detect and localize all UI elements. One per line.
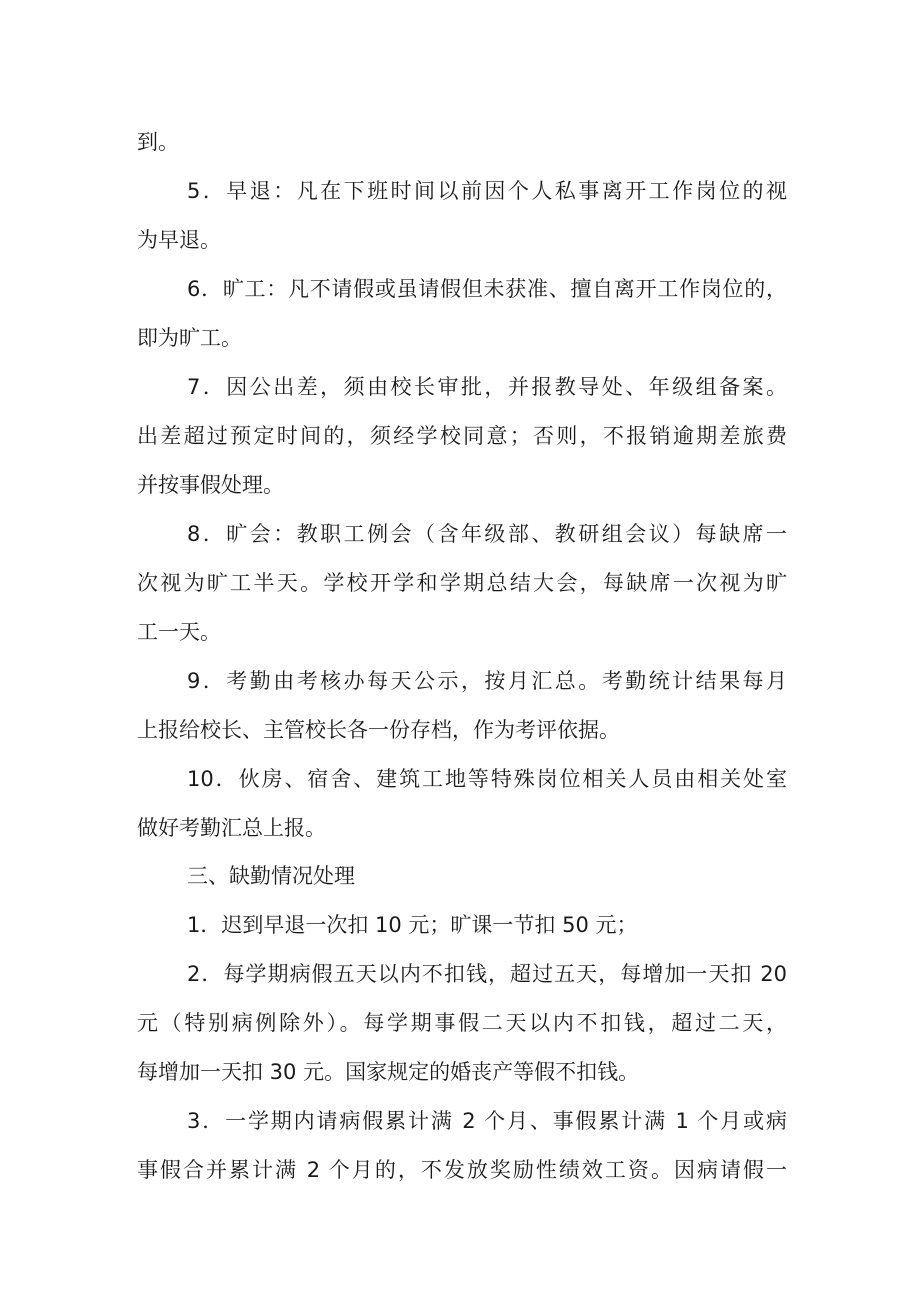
text-line: 事假合并累计满 2 个月的，不发放奖励性绩效工资。因病请假一 xyxy=(137,1158,787,1182)
text-line: 即为旷工。 xyxy=(137,326,242,350)
text-line: 到。 xyxy=(137,130,179,154)
text-line: 6．旷工：凡不请假或虽请假但未获准、擅自离开工作岗位的， xyxy=(187,277,787,301)
text-line: 2．每学期病假五天以内不扣钱，超过五天，每增加一天扣 20 xyxy=(187,962,787,986)
text-line: 1．迟到早退一次扣 10 元；旷课一节扣 50 元； xyxy=(187,913,638,937)
text-line: 9．考勤由考核办每天公示，按月汇总。考勤统计结果每月 xyxy=(187,669,787,693)
text-line: 工一天。 xyxy=(137,620,221,644)
text-line: 做好考勤汇总上报。 xyxy=(137,816,326,840)
text-line: 元（特别病例除外）。每学期事假二天以内不扣钱，超过二天， xyxy=(137,1011,787,1035)
text-line: 每增加一天扣 30 元。国家规定的婚丧产等假不扣钱。 xyxy=(137,1060,640,1084)
text-line: 上报给校长、主管校长各一份存档，作为考评依据。 xyxy=(137,718,620,742)
text-line: 出差超过预定时间的，须经学校同意；否则，不报销逾期差旅费 xyxy=(137,424,787,448)
text-line: 并按事假处理。 xyxy=(137,473,284,497)
text-line: 次视为旷工半天。学校开学和学期总结大会，每缺席一次视为旷 xyxy=(137,571,787,595)
section-heading: 三、缺勤情况处理 xyxy=(187,864,355,888)
text-line: 3．一学期内请病假累计满 2 个月、事假累计满 1 个月或病 xyxy=(187,1109,787,1133)
text-line: 8．旷会：教职工例会（含年级部、教研组会议）每缺席一 xyxy=(187,522,787,546)
text-line: 7．因公出差，须由校长审批，并报教导处、年级组备案。 xyxy=(187,375,787,399)
text-line: 5．早退：凡在下班时间以前因个人私事离开工作岗位的视 xyxy=(187,179,787,203)
text-line: 为早退。 xyxy=(137,228,221,252)
text-line: 10．伙房、宿舍、建筑工地等特殊岗位相关人员由相关处室 xyxy=(187,767,787,791)
